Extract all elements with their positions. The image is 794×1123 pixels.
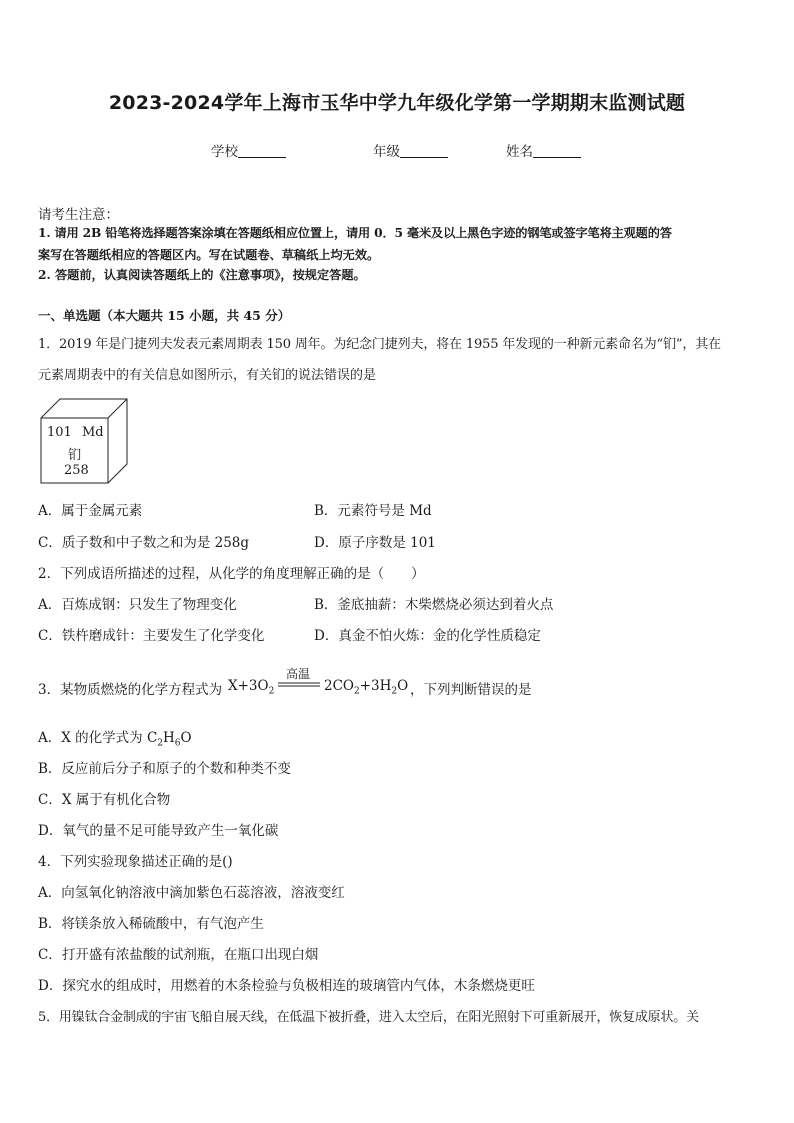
q3-option-d: D．氧气的量不足可能导致产生一氧化碳 bbox=[38, 823, 279, 839]
element-symbol: Md bbox=[82, 425, 104, 440]
q4-option-c: C．打开盛有浓盐酸的试剂瓶，在瓶口出现白烟 bbox=[38, 947, 319, 963]
q4-option-b: B．将镁条放入稀硫酸中，有气泡产生 bbox=[38, 916, 264, 932]
grade-field bbox=[373, 140, 448, 160]
notice-line-1: 1. 请用 2B 铅笔将选择题答案涂填在答题纸相应位置上，请用 0．5 毫米及以上黑色字迹的钢笔或签字笔将主观题的答 bbox=[38, 226, 672, 240]
q1-option-d: D．原子序数是 101 bbox=[314, 535, 436, 551]
school-label: 学校 bbox=[211, 144, 238, 160]
q1-option-a: A．属于金属元素 bbox=[38, 503, 143, 519]
grade-label: 年级 bbox=[373, 144, 400, 160]
equation-products: $2CO_2+3H_2O$ bbox=[324, 678, 409, 697]
atomic-mass: 258 bbox=[64, 463, 89, 478]
section-heading: 一、单选题（本大题共 15 小题，共 45 分） bbox=[38, 308, 291, 323]
q1-option-c: C．质子数和中子数之和为是 258g bbox=[38, 535, 250, 551]
school-blank bbox=[238, 145, 286, 158]
element-name: 钔 bbox=[68, 448, 82, 463]
reaction-condition: 高温 bbox=[286, 667, 311, 681]
q2-option-a: A．百炼成钢：只发生了物理变化 bbox=[38, 597, 237, 613]
q3-option-a: A．X 的化学式为 $C_2H_6O$ bbox=[38, 730, 192, 749]
name-field bbox=[506, 140, 581, 160]
notice-heading: 请考生注意： bbox=[38, 207, 119, 223]
q3-prefix: 3．某物质燃烧的化学方程式为 bbox=[38, 682, 223, 698]
name-blank bbox=[533, 145, 581, 158]
q1-stem-line2: 元素周期表中的有关信息如图所示，有关钔的说法错误的是 bbox=[38, 368, 377, 383]
q4-option-a: A．向氢氧化钠溶液中滴加紫色石蕊溶液，溶液变红 bbox=[38, 885, 345, 901]
equation-equals-sign bbox=[278, 682, 320, 688]
q5-stem: 5．用镍钛合金制成的宇宙飞船自展天线，在低温下被折叠，进入太空后，在阳光照射下可重新展开，恢复成原状。关 bbox=[38, 1010, 699, 1025]
notice-line-1b: 案写在答题纸相应的答题区内。写在试题卷、草稿纸上均无效。 bbox=[38, 248, 380, 262]
q2-option-b: B．釜底抽薪：木柴燃烧必须达到着火点 bbox=[314, 597, 554, 613]
page-title: 2023-2024学年上海市玉华中学九年级化学第一学期期末监测试题 bbox=[108, 92, 686, 114]
q1-stem-line1: 1．2019 年是门捷列夫发表元素周期表 150 周年。为纪念门捷列夫，将在 1955 年发现的一种新元素命名为“钔”，其在 bbox=[38, 337, 721, 352]
q3-suffix: ，下列判断错误的是 bbox=[410, 682, 532, 698]
q3-option-c: C．X 属于有机化合物 bbox=[38, 792, 171, 808]
atomic-number: 101 bbox=[47, 425, 72, 440]
school-field bbox=[211, 140, 286, 160]
grade-blank bbox=[400, 145, 448, 158]
q4-stem: 4．下列实验现象描述正确的是() bbox=[38, 854, 233, 870]
q2-option-c: C．铁杵磨成针：主要发生了化学变化 bbox=[38, 628, 265, 644]
q2-stem: 2．下列成语所描述的过程，从化学的角度理解正确的是（ ） bbox=[38, 566, 425, 582]
q2-option-d: D．真金不怕火炼：金的化学性质稳定 bbox=[314, 628, 541, 644]
q3-option-b: B．反应前后分子和原子的个数和种类不变 bbox=[38, 761, 291, 777]
equation-reactants: $X+3O_2$ bbox=[228, 678, 275, 697]
element-cell-figure bbox=[40, 398, 128, 484]
name-label: 姓名 bbox=[506, 144, 533, 160]
q1-option-b: B．元素符号是 Md bbox=[314, 503, 432, 519]
q4-option-d: D．探究水的组成时，用燃着的木条检验与负极相连的玻璃管内气体，木条燃烧更旺 bbox=[38, 978, 535, 994]
notice-line-2: 2. 答题前，认真阅读答题纸上的《注意事项》，按规定答题。 bbox=[38, 268, 366, 282]
